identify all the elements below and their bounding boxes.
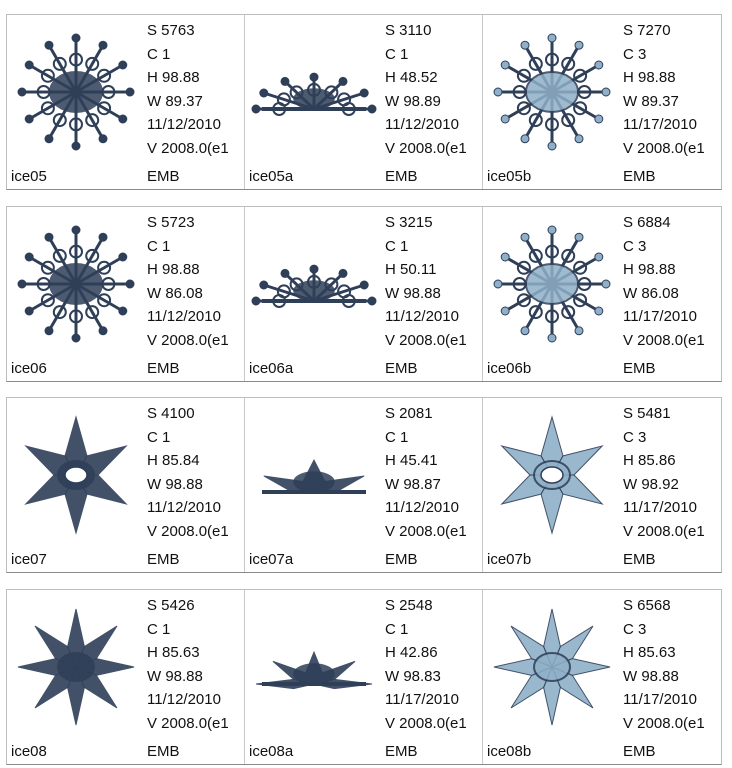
design-version: V 2008.0(e1 [385, 139, 467, 157]
design-tile[interactable] [7, 590, 245, 764]
design-format: EMB [623, 551, 656, 568]
design-height: H 85.86 [623, 452, 676, 469]
design-info [147, 594, 229, 735]
stitch-count: S 5426 [147, 597, 195, 614]
design-info [623, 402, 705, 543]
design-version: V 2008.0(e1 [147, 522, 229, 540]
design-info [147, 402, 229, 543]
design-tile[interactable] [7, 207, 245, 381]
design-info [623, 211, 705, 352]
design-format: EMB [623, 360, 656, 377]
design-height: H 85.84 [147, 452, 200, 469]
design-format: EMB [147, 360, 180, 377]
stitch-count: S 6568 [623, 597, 671, 614]
color-count: C 3 [623, 237, 647, 255]
snowflake-star-icon[interactable] [13, 412, 139, 538]
design-width: W 98.88 [385, 284, 441, 302]
color-count: C 1 [147, 428, 171, 446]
snowflake-branch-icon[interactable] [489, 221, 615, 347]
design-height: H 50.11 [385, 261, 437, 278]
design-width: W 98.87 [385, 475, 441, 493]
color-count: C 1 [385, 45, 409, 63]
design-row [6, 14, 722, 190]
design-date: 11/17/2010 [623, 308, 697, 325]
design-info [385, 402, 467, 543]
design-format: EMB [147, 743, 180, 760]
color-count: C 1 [147, 45, 171, 63]
design-version: V 2008.0(e1 [385, 331, 467, 349]
design-format: EMB [623, 743, 656, 760]
design-version: V 2008.0(e1 [623, 714, 705, 732]
stitch-count: S 5723 [147, 214, 195, 231]
design-format: EMB [385, 743, 418, 760]
design-filename: ice05 [11, 168, 47, 185]
design-info [385, 594, 467, 735]
stitch-count: S 5481 [623, 405, 671, 422]
design-filename: ice06b [487, 360, 532, 377]
color-count: C 3 [623, 620, 647, 638]
design-height: H 98.88 [147, 261, 200, 278]
snowflake-half-branch-icon[interactable] [251, 221, 377, 347]
design-width: W 89.37 [147, 92, 203, 110]
color-count: C 1 [385, 428, 409, 446]
color-count: C 1 [147, 237, 171, 255]
design-tile[interactable] [245, 590, 483, 764]
color-count: C 3 [623, 45, 647, 63]
design-date: 11/12/2010 [147, 499, 221, 516]
design-tile[interactable] [245, 207, 483, 381]
design-info [147, 211, 229, 352]
design-width: W 86.08 [147, 284, 203, 302]
stitch-count: S 3110 [385, 22, 432, 39]
stitch-count: S 6884 [623, 214, 671, 231]
color-count: C 3 [623, 428, 647, 446]
design-row [6, 397, 722, 573]
design-version: V 2008.0(e1 [623, 139, 705, 157]
snowflake-branch-icon[interactable] [13, 221, 139, 347]
stitch-count: S 7270 [623, 22, 671, 39]
design-format: EMB [147, 168, 180, 185]
snowflake-half-star-icon[interactable] [251, 412, 377, 538]
design-version: V 2008.0(e1 [385, 522, 467, 540]
design-height: H 98.88 [147, 69, 200, 86]
design-height: H 85.63 [147, 644, 200, 661]
design-filename: ice05b [487, 168, 532, 185]
design-format: EMB [385, 551, 418, 568]
snowflake-half-ornate-icon[interactable] [251, 29, 377, 155]
design-date: 11/12/2010 [147, 308, 221, 325]
design-info [147, 19, 229, 160]
design-tile[interactable] [7, 15, 245, 189]
design-version: V 2008.0(e1 [147, 139, 229, 157]
snowflake-ornate-icon[interactable] [489, 29, 615, 155]
design-filename: ice07b [487, 551, 532, 568]
design-version: V 2008.0(e1 [385, 714, 467, 732]
design-date: 11/17/2010 [623, 116, 697, 133]
design-tile[interactable] [483, 590, 721, 764]
design-height: H 42.86 [385, 644, 438, 661]
snowflake-ornate-icon[interactable] [13, 29, 139, 155]
color-count: C 1 [385, 237, 409, 255]
design-tile[interactable] [483, 398, 721, 572]
design-height: H 98.88 [623, 69, 676, 86]
design-version: V 2008.0(e1 [623, 522, 705, 540]
design-height: H 48.52 [385, 69, 438, 86]
design-version: V 2008.0(e1 [147, 331, 229, 349]
design-width: W 98.92 [623, 475, 679, 493]
design-tile[interactable] [7, 398, 245, 572]
design-height: H 45.41 [385, 452, 438, 469]
design-version: V 2008.0(e1 [147, 714, 229, 732]
design-tile[interactable] [245, 398, 483, 572]
design-date: 11/12/2010 [385, 308, 459, 325]
design-date: 11/17/2010 [385, 691, 459, 708]
design-format: EMB [385, 360, 418, 377]
design-tile[interactable] [245, 15, 483, 189]
design-filename: ice05a [249, 168, 294, 185]
stitch-count: S 3215 [385, 214, 433, 231]
design-info [623, 19, 705, 160]
design-width: W 86.08 [623, 284, 679, 302]
design-height: H 98.88 [623, 261, 676, 278]
color-count: C 1 [147, 620, 171, 638]
design-format: EMB [623, 168, 656, 185]
design-filename: ice06a [249, 360, 294, 377]
design-date: 11/12/2010 [147, 691, 221, 708]
design-version: V 2008.0(e1 [623, 331, 705, 349]
snowflake-pointed-icon[interactable] [489, 604, 615, 730]
design-filename: ice07a [249, 551, 294, 568]
design-format: EMB [385, 168, 418, 185]
design-info [385, 19, 467, 160]
design-height: H 85.63 [623, 644, 676, 661]
color-count: C 1 [385, 620, 409, 638]
design-tile[interactable] [483, 207, 721, 381]
design-row [6, 589, 722, 765]
design-filename: ice07 [11, 551, 47, 568]
design-date: 11/12/2010 [385, 116, 459, 133]
design-filename: ice08a [249, 743, 294, 760]
design-filename: ice06 [11, 360, 47, 377]
design-date: 11/12/2010 [147, 116, 221, 133]
stitch-count: S 2081 [385, 405, 433, 422]
design-row [6, 206, 722, 382]
design-date: 11/17/2010 [623, 499, 697, 516]
design-date: 11/17/2010 [623, 691, 697, 708]
snowflake-pointed-icon[interactable] [13, 604, 139, 730]
design-width: W 98.88 [147, 667, 203, 685]
snowflake-star-icon[interactable] [489, 412, 615, 538]
stitch-count: S 2548 [385, 597, 433, 614]
design-width: W 89.37 [623, 92, 679, 110]
design-info [623, 594, 705, 735]
design-tile[interactable] [483, 15, 721, 189]
design-width: W 98.88 [623, 667, 679, 685]
design-width: W 98.88 [147, 475, 203, 493]
design-width: W 98.89 [385, 92, 441, 110]
stitch-count: S 5763 [147, 22, 195, 39]
design-filename: ice08b [487, 743, 532, 760]
snowflake-half-pointed-icon[interactable] [251, 604, 377, 730]
design-format: EMB [147, 551, 180, 568]
design-date: 11/12/2010 [385, 499, 459, 516]
stitch-count: S 4100 [147, 405, 195, 422]
design-width: W 98.83 [385, 667, 441, 685]
design-filename: ice08 [11, 743, 47, 760]
design-info [385, 211, 467, 352]
